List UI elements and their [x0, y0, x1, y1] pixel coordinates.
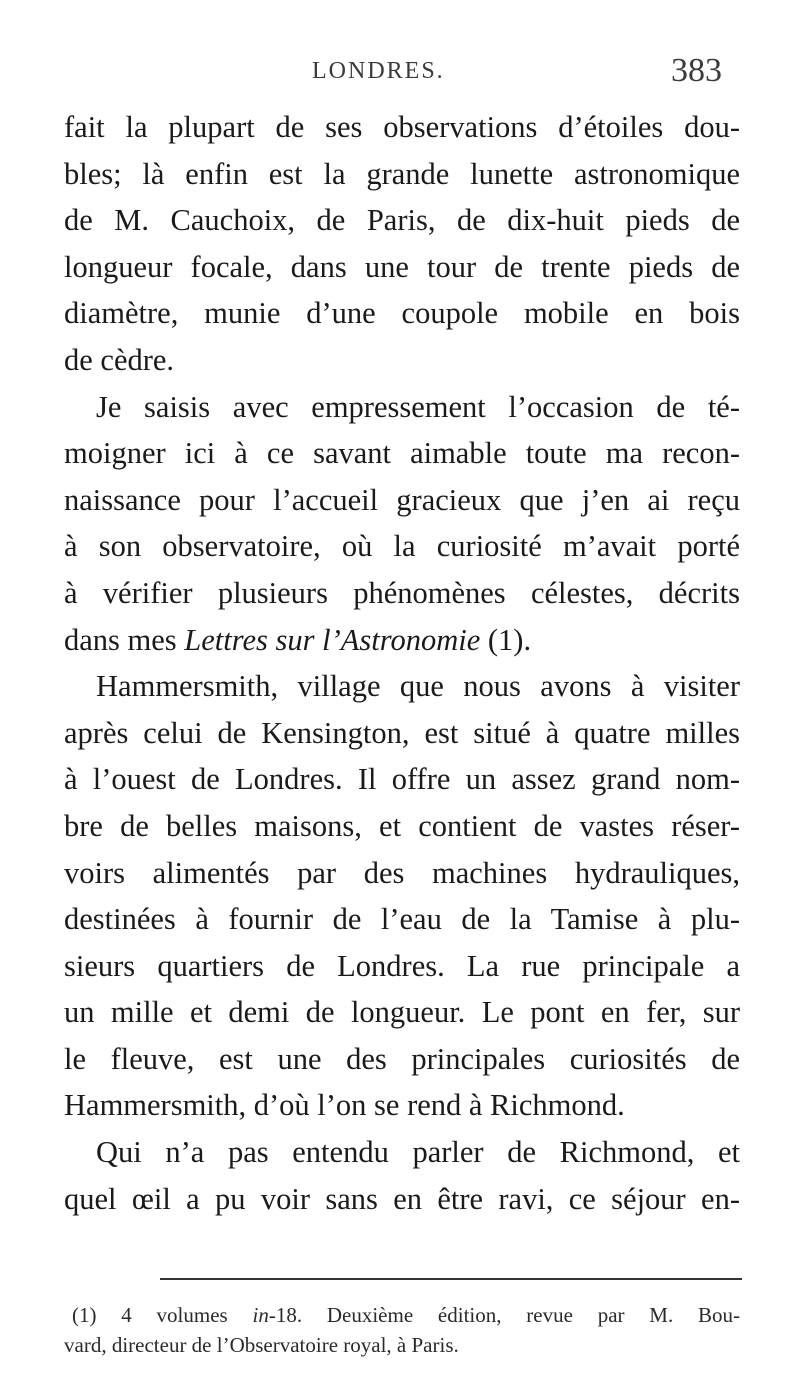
text-line: sieurs quartiers de Londres. La rue principale a — [64, 948, 740, 983]
text-line: à son observatoire, où la curiosité m’avait porté — [64, 529, 740, 564]
running-title: LONDRES. — [312, 58, 445, 84]
text-line: voirs alimentés par des machines hydrauliques, — [64, 855, 740, 890]
text-line: à l’ouest de Londres. Il offre un assez grand nom- — [64, 762, 740, 797]
footnote-fragment: (1) 4 volumes — [72, 1303, 253, 1327]
footnote-fragment: -18. Deuxième édition, revue par M. Bou- — [268, 1303, 740, 1327]
footnote-line: vard, directeur de l’Observatoire royal, à Paris. — [64, 1333, 459, 1357]
book-title-italic: Lettres sur l’Astronomie — [184, 622, 481, 657]
footnote-divider — [160, 1278, 742, 1280]
text-line: Je saisis avec empressement l’occasion de té- — [96, 389, 740, 424]
main-text — [64, 104, 740, 1222]
text-line: à vérifier plusieurs phénomènes célestes, décrits — [64, 575, 740, 610]
text-line-with-title — [64, 617, 740, 664]
text-line: bre de belles maisons, et contient de vastes réser- — [64, 808, 740, 843]
running-header — [0, 52, 800, 92]
text-line: naissance pour l’accueil gracieux que j’en ai reçu — [64, 482, 740, 517]
text-line: Hammersmith, village que nous avons à visiter — [96, 669, 740, 704]
text-line: un mille et demi de longueur. Le pont en fer, sur — [64, 995, 740, 1030]
text-fragment: dans mes — [64, 622, 185, 657]
text-line: fait la plupart de ses observations d’étoiles dou- — [64, 110, 740, 144]
page-number: 383 — [671, 52, 722, 89]
footnotes — [64, 1300, 740, 1360]
text-line: destinées à fournir de l’eau de la Tamise à plu- — [64, 902, 740, 937]
text-line: de cèdre. — [64, 342, 175, 377]
footnote-reference: (1). — [480, 622, 532, 657]
text-line: bles; là enfin est la grande lunette astronomique — [64, 156, 740, 191]
text-line: diamètre, munie d’une coupole mobile en bois — [64, 296, 740, 331]
footnote-italic: in — [252, 1303, 269, 1327]
text-line: longueur focale, dans une tour de trente pieds de — [64, 249, 740, 284]
footnote-line — [64, 1300, 740, 1330]
text-line: moigner ici à ce savant aimable toute ma recon- — [64, 436, 740, 471]
text-line: le fleuve, est une des principales curiosités de — [64, 1041, 740, 1076]
text-line: Hammersmith, d’où l’on se rend à Richmond. — [64, 1088, 625, 1123]
text-line: quel œil a pu voir sans en être ravi, ce séjour en- — [64, 1181, 740, 1216]
text-line: de M. Cauchoix, de Paris, de dix-huit pieds de — [64, 203, 740, 238]
text-line: après celui de Kensington, est situé à quatre milles — [64, 715, 740, 750]
text-line: Qui n’a pas entendu parler de Richmond, et — [96, 1135, 740, 1170]
